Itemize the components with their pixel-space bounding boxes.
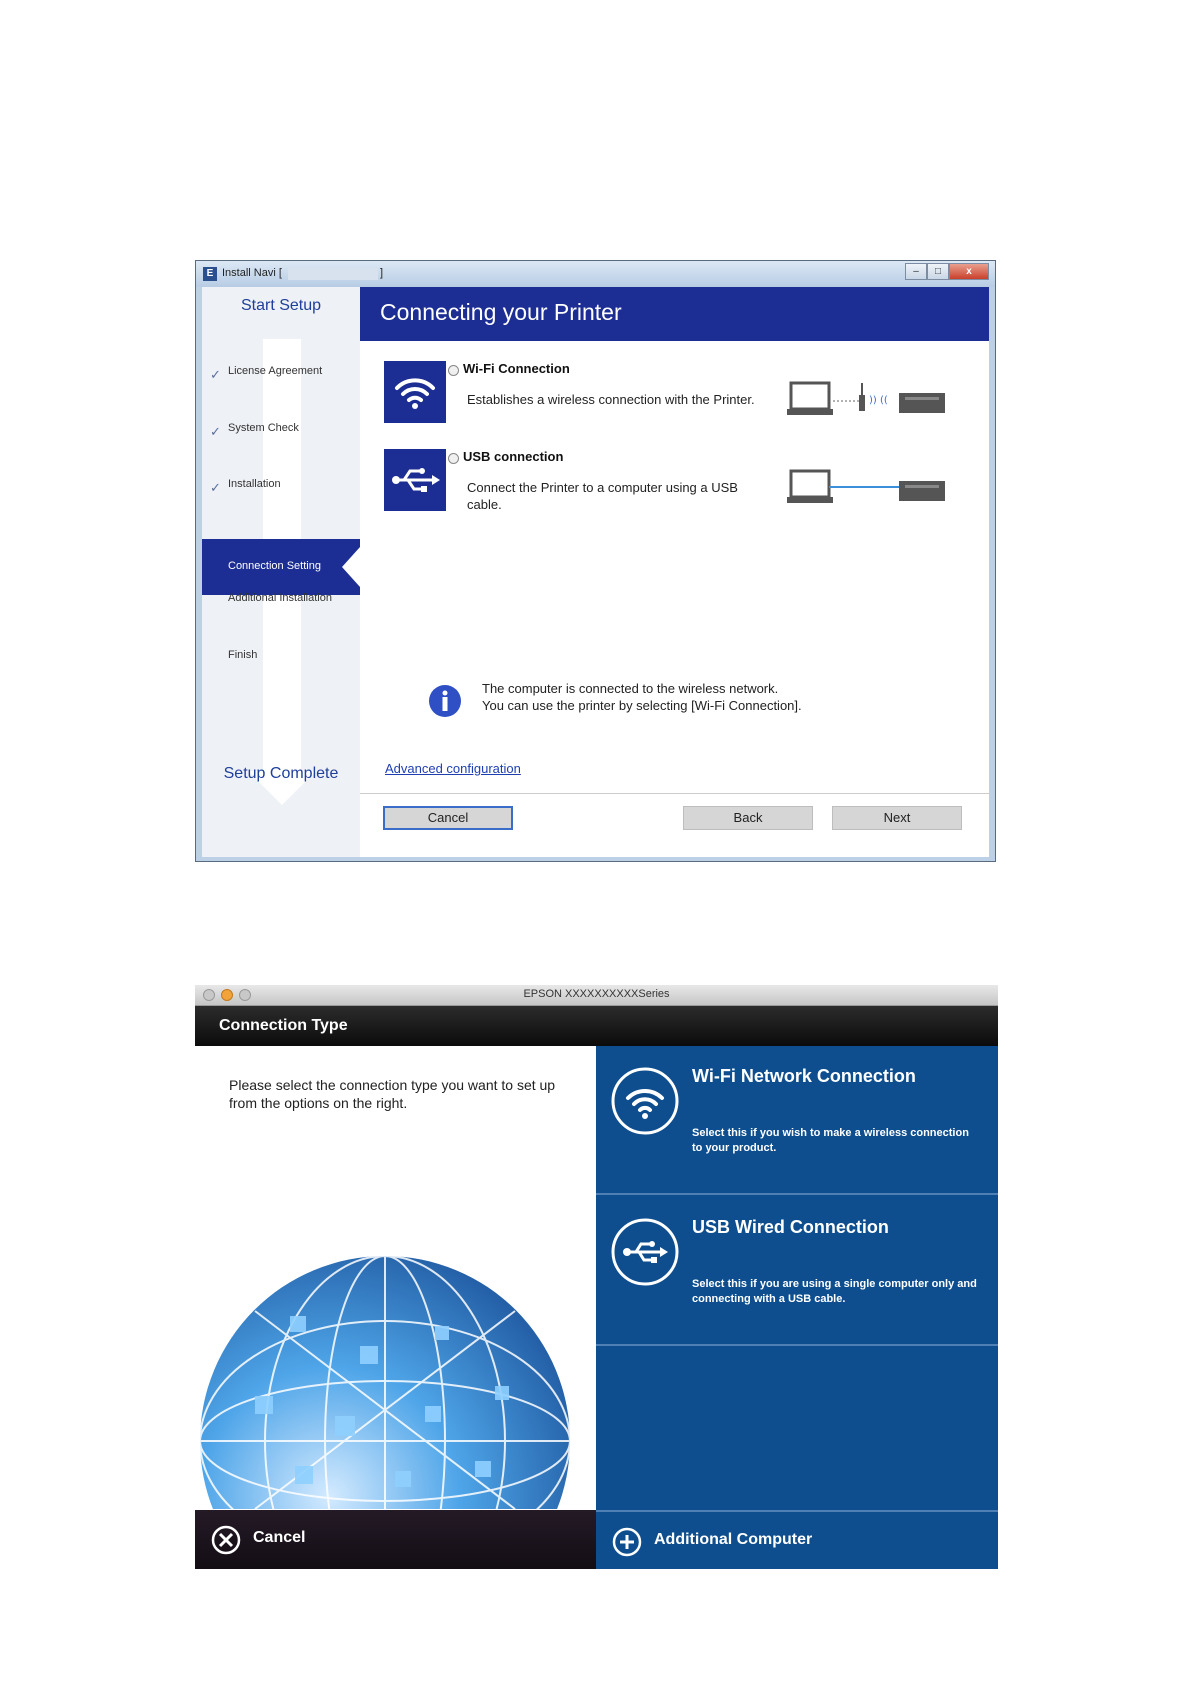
sidebar-setup-complete: Setup Complete: [223, 765, 339, 782]
additional-computer-button[interactable]: [596, 1510, 998, 1569]
step-additional-installation: Additional Installation: [228, 592, 332, 604]
connection-type-header: [195, 1006, 998, 1046]
mac-installer-window: [195, 985, 998, 1569]
cancel-button[interactable]: Cancel: [383, 806, 513, 830]
wifi-printer-illustration: [787, 379, 947, 419]
instruction-text: Please select the connection type you want to set up from the options on the right.: [229, 1077, 556, 1111]
window-client-area: [202, 287, 989, 857]
wifi-circle-icon: [610, 1066, 680, 1136]
window-title: Install Navi [: [222, 267, 282, 279]
window-title-redacted: [288, 268, 378, 280]
app-icon: E: [203, 267, 217, 281]
step-system-check: System Check: [228, 422, 299, 434]
usb-connection-radio[interactable]: [448, 453, 459, 464]
check-icon: ✓: [210, 424, 221, 439]
step-connection-setting: Connection Setting: [228, 560, 321, 572]
usb-printer-illustration: [787, 467, 947, 507]
wifi-connection-radio[interactable]: [448, 365, 459, 376]
page-banner: [360, 287, 989, 341]
title-bar: [196, 261, 995, 287]
usb-icon[interactable]: [384, 449, 446, 511]
sidebar-start-title: Start Setup: [240, 297, 322, 314]
step-finish: Finish: [228, 649, 258, 661]
connection-type-title: Connection Type: [219, 1017, 348, 1034]
info-message: [482, 680, 802, 714]
window-controls: [905, 263, 989, 280]
steps-sidebar: [202, 287, 360, 857]
plus-circle-icon: [612, 1527, 642, 1557]
info-line-1: The computer is connected to the wireless network.: [482, 681, 779, 696]
usb-connection-title[interactable]: USB connection: [463, 449, 564, 464]
check-icon: ✓: [210, 367, 221, 382]
usb-wired-connection-option[interactable]: [596, 1197, 998, 1346]
wifi-icon[interactable]: [384, 361, 446, 423]
wifi-connection-title[interactable]: Wi-Fi Connection: [463, 361, 570, 376]
mac-window-title: EPSON XXXXXXXXXXSeries: [523, 988, 670, 1000]
wifi-network-connection-desc: Select this if you wish to make a wireless connection to your product.: [692, 1127, 969, 1154]
active-step-notch: [342, 547, 360, 587]
wifi-connection-desc: Establishes a wireless connection with the Printer.: [467, 392, 755, 407]
network-globe-image: [195, 1216, 596, 1509]
cancel-button[interactable]: [195, 1510, 596, 1569]
advanced-configuration-link[interactable]: Advanced configuration: [385, 761, 521, 776]
page-title: Connecting your Printer: [380, 299, 622, 325]
maximize-button[interactable]: □: [927, 263, 949, 280]
connection-options-pane: [596, 1046, 998, 1569]
button-separator: [360, 793, 989, 794]
usb-wired-connection-title: USB Wired Connection: [692, 1217, 889, 1237]
step-installation: Installation: [228, 478, 281, 490]
mac-title-bar: [195, 985, 998, 1006]
next-button[interactable]: Next: [832, 806, 962, 830]
additional-computer-label: Additional Computer: [654, 1531, 813, 1548]
instruction-pane: [195, 1046, 596, 1569]
cancel-label: Cancel: [253, 1529, 306, 1546]
check-icon: ✓: [210, 480, 221, 495]
info-line-2: You can use the printer by selecting [Wi-Fi Connection].: [482, 698, 802, 713]
window-title-end: ]: [380, 267, 384, 279]
minimize-button[interactable]: –: [905, 263, 927, 280]
wifi-network-connection-option[interactable]: [596, 1046, 998, 1195]
windows-installer-window: [195, 260, 996, 862]
wifi-network-connection-title: Wi-Fi Network Connection: [692, 1066, 916, 1086]
close-button[interactable]: x: [949, 263, 989, 280]
usb-circle-icon: [610, 1217, 680, 1287]
cancel-circle-icon: [211, 1525, 241, 1555]
usb-connection-desc: Connect the Printer to a computer using a USB cable.: [467, 480, 738, 512]
svg-text:)) ((: )) ((: [869, 395, 888, 406]
info-icon: [428, 684, 462, 718]
back-button[interactable]: Back: [683, 806, 813, 830]
step-license-agreement: License Agreement: [228, 365, 323, 377]
usb-wired-connection-desc: Select this if you are using a single computer only and connecting with a USB cable.: [692, 1278, 977, 1305]
